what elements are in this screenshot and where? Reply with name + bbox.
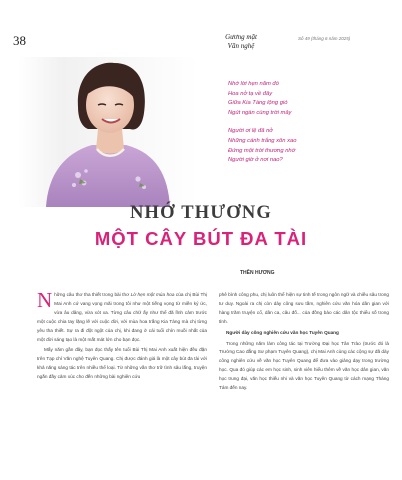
article-title-line-1: NHỚ THƯƠNG [129,203,273,223]
poem-stanza-1 [228,80,388,118]
paragraph-2: Mấy năm gần đây, bạn đọc thấy tên tuổi Bùi Thị Mai Anh xuất hiện đều đặn trên Tạp chí Văn nghệ Tuyên Quang. Chị được đánh giá là một cây bút đa tài với khả năng sáng tác trên nhiều thể loại. Từ những vần thơ trữ tình sâu lắng, truyện ngắn đầy cảm xúc cho đến những bài nghiên cứu [37,347,207,380]
poem-line: Người giờ ở nơi nao? [228,157,283,164]
article-title-line-2: MỘT CÂY BÚT ĐA TÀI [94,228,308,249]
poem-line: Nhớ lời hẹn năm đó [228,81,279,87]
author-portrait [18,57,198,207]
paragraph-3: phê bình công phu, chị luôn thể hiện sự tinh tế trong ngôn ngữ và chiều sâu trong tư duy. Ngoài ra chị còn dày công sưu tầm, nghiên cứu văn hóa dân gian với hàng trăm truyện cổ, dân ca, câu đố... của đồng bào các dân tộc thiểu số trong tỉnh. [219,292,389,324]
paragraph-4: Trong những năm làm công tác tại Trường Đại học Tân Trào (trước đó là Trường Cao đẳng Sư phạm Tuyên Quang), chị Mai Anh cùng các cộng sự đã dày công nghiên cứu về văn học Tuyên Quang để đưa vào giảng dạy trong trường học. Qua đó giúp các em học sinh, sinh viên hiểu thêm về văn học dân gian, văn học trung đại, văn học thiếu nhi và văn học Tuyên Quang từ cách mạng Tháng Tám đến nay. [219,340,389,391]
section-line-2: Văn nghệ [227,42,255,50]
drop-cap: N [37,288,53,312]
paragraph-1 [37,288,207,344]
poem-line: Đứng một trời thương nhớ [228,147,296,154]
paragraph-1-lead: hững câu thơ tha thiết trong bài thơ [54,292,131,297]
section-name [205,33,277,51]
issue-info: Số 49 (tháng 6 năm 2025) [298,36,351,41]
section-line-1: Gương mặt [225,33,257,41]
poem-line: Những cánh trắng xôn xao [228,137,297,144]
poem-excerpt [228,80,388,175]
poem-line: Người ơi lệ đã nở [228,128,273,135]
poem-title-reference: Lờ hẹn một mùa hoa [130,292,175,297]
poem-line: Giữa Kia Tàng lộng gió [228,100,288,107]
section-subheading: Người dày công nghiên cứu văn học Tuyên Quang [226,329,339,335]
author-byline: THÊN HƯƠNG [240,270,275,276]
poem-line: Ngút ngàn cùng trời mây [228,109,292,116]
paragraph-1-rest: của chị Bùi Thị Mai Anh cứ vang vọng mãi trong tôi như một tiếng vọng từ miền ký ức, vừa âu dâng, vừa xót xa. Từng câu chữ ấy như thể đã lĩnh cảm trước một cuộc chia tay lặng lẽ với cuộc đời, với mùa hoa trắng Kia Tàng mà chị từng yêu tha thiết. Sự ra đi đột ngột của chị, khi đang ở cái tuổi chín muồi nhất của một đời sáng tạo là một mất mát lớn cho bạn đọc. [37,292,207,342]
article-column-right [219,291,389,395]
poem-stanza-2 [228,127,388,165]
page-number: 38 [13,33,26,48]
article-column-left [37,288,207,384]
poem-line: Hoa nở tạ về đây [228,90,273,97]
